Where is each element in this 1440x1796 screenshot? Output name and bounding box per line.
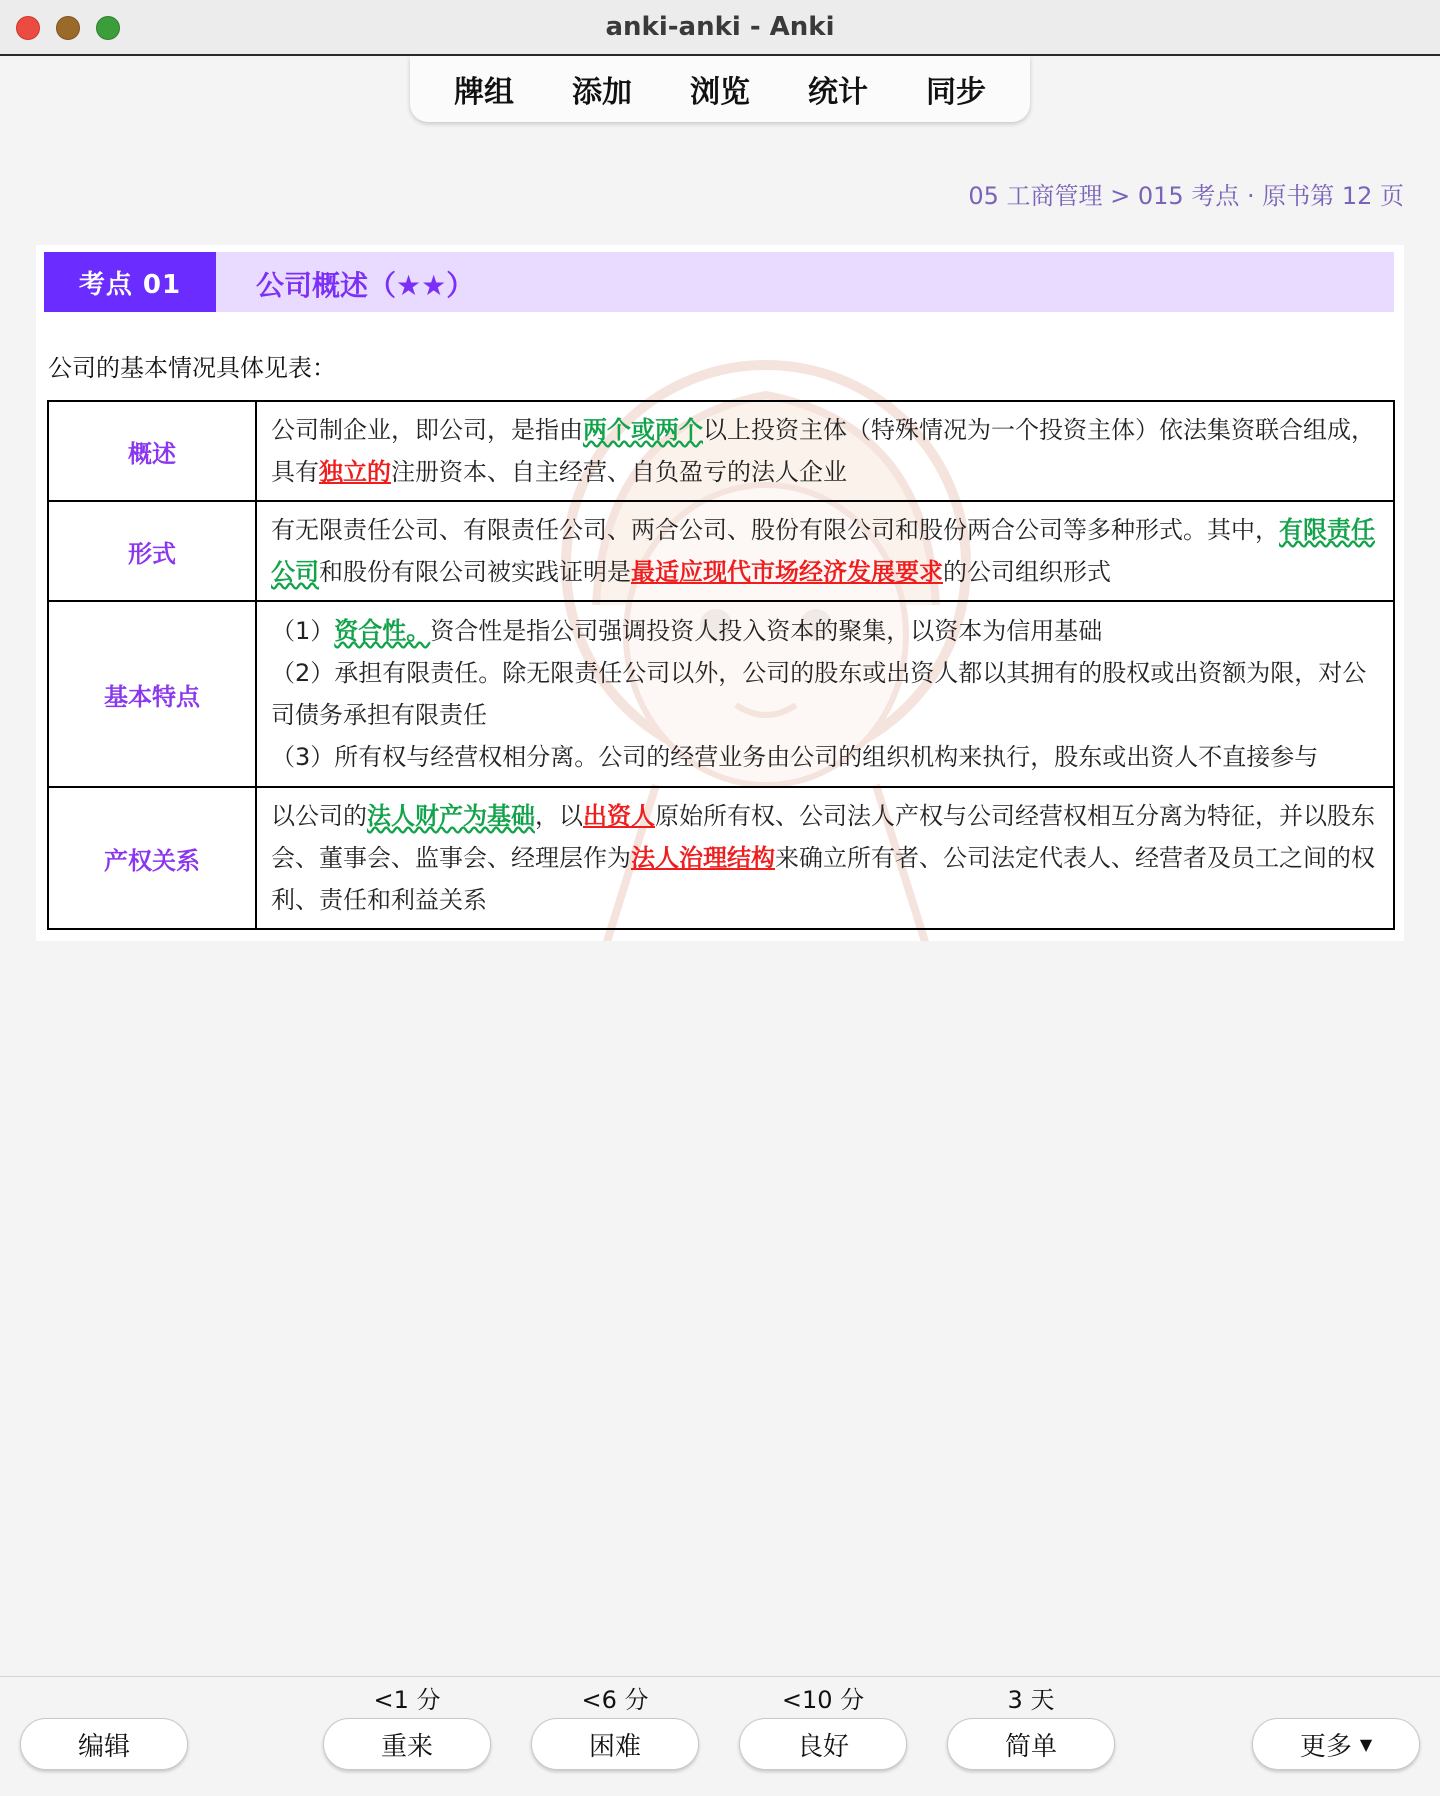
green-highlight: 两个或两个 [583, 416, 703, 444]
title-bar [0, 0, 1440, 56]
row-label: 基本特点 [48, 601, 256, 787]
row-content [256, 787, 1394, 929]
top-nav [410, 56, 1030, 122]
interval-again: <1 分 [373, 1686, 441, 1714]
text-segment: 原始所有权、公司法人产权与公司经营权相互分离为特征，并以股东会、董事会、监事会、经理层作为 [271, 802, 1375, 872]
hard-button[interactable]: 困难 [531, 1718, 699, 1770]
nav-add[interactable]: 添加 [572, 75, 632, 110]
red-highlight: 独立的 [319, 458, 391, 486]
interval-easy: 3 天 [1007, 1686, 1055, 1714]
section-badge: 考点 01 [44, 252, 216, 312]
text-segment: ，以 [535, 802, 583, 830]
text-segment: 注册资本、自主经营、自负盈亏的法人企业 [391, 458, 847, 486]
table-row [48, 601, 1394, 787]
section-heading: 公司概述（★★） [256, 269, 475, 302]
row-label: 概述 [48, 401, 256, 501]
interval-good: <10 分 [781, 1686, 865, 1714]
card-content [36, 245, 1404, 941]
text-segment: 的公司组织形式 [943, 558, 1111, 586]
again-button[interactable]: 重来 [323, 1718, 491, 1770]
row-content [256, 601, 1394, 787]
window-title: anki-anki - Anki [605, 12, 835, 42]
caret-down-icon: ▼ [1359, 1734, 1373, 1754]
row-content [256, 401, 1394, 501]
text-segment: （2）承担有限责任。除无限责任公司以外，公司的股东或出资人都以其拥有的股权或出资额为限，对公司债务承担有限责任 [271, 659, 1367, 729]
table-row [48, 787, 1394, 929]
answer-bar [0, 1676, 1440, 1796]
edit-button[interactable]: 编辑 [20, 1718, 188, 1770]
text-segment: 以公司的 [271, 802, 367, 830]
green-highlight: 法人财产为基础 [367, 802, 535, 830]
row-label: 形式 [48, 501, 256, 601]
nav-sync[interactable]: 同步 [926, 75, 986, 110]
table-row [48, 401, 1394, 501]
text-segment: （3）所有权与经营权相分离。公司的经营业务由公司的组织机构来执行，股东或出资人不直接参与 [271, 743, 1319, 771]
text-segment: （1） [271, 617, 335, 645]
row-content [256, 501, 1394, 601]
text-segment: 和股份有限公司被实践证明是 [319, 558, 631, 586]
text-segment: 公司制企业，即公司，是指由 [271, 416, 583, 444]
easy-button[interactable]: 简单 [947, 1718, 1115, 1770]
intro-text: 公司的基本情况具体见表： [48, 354, 336, 382]
text-segment: 有无限责任公司、有限责任公司、两合公司、股份有限公司和股份两合公司等多种形式。其中， [271, 516, 1279, 544]
good-button[interactable]: 良好 [739, 1718, 907, 1770]
nav-decks[interactable]: 牌组 [454, 75, 514, 110]
red-highlight: 出资人 [583, 802, 655, 830]
text-segment: 来确立所有者、公司法定代表人、经营者及员工之间的权利、责任和利益关系 [271, 844, 1375, 914]
info-table [47, 400, 1395, 930]
text-segment: 以上投资主体（特殊情况为一个投资主体）依法集资联合组成，具有 [271, 416, 1375, 486]
red-highlight: 法人治理结构 [631, 844, 775, 872]
nav-stats[interactable]: 统计 [808, 75, 868, 110]
nav-browse[interactable]: 浏览 [690, 75, 750, 110]
interval-hard: <6 分 [581, 1686, 649, 1714]
green-highlight: 资合性。 [334, 617, 431, 645]
row-label: 产权关系 [48, 787, 256, 929]
more-label: 更多 [1299, 1731, 1352, 1762]
section-banner [44, 252, 1394, 312]
table-row [48, 501, 1394, 601]
green-highlight: 有限责任公司 [271, 516, 1375, 586]
red-highlight: 最适应现代市场经济发展要求 [631, 558, 943, 586]
breadcrumb: 05 工商管理 > 015 考点 · 原书第 12 页 [968, 182, 1404, 210]
text-segment: 资合性是指公司强调投资人投入资本的聚集，以资本为信用基础 [430, 617, 1103, 645]
more-button[interactable] [1252, 1718, 1420, 1770]
